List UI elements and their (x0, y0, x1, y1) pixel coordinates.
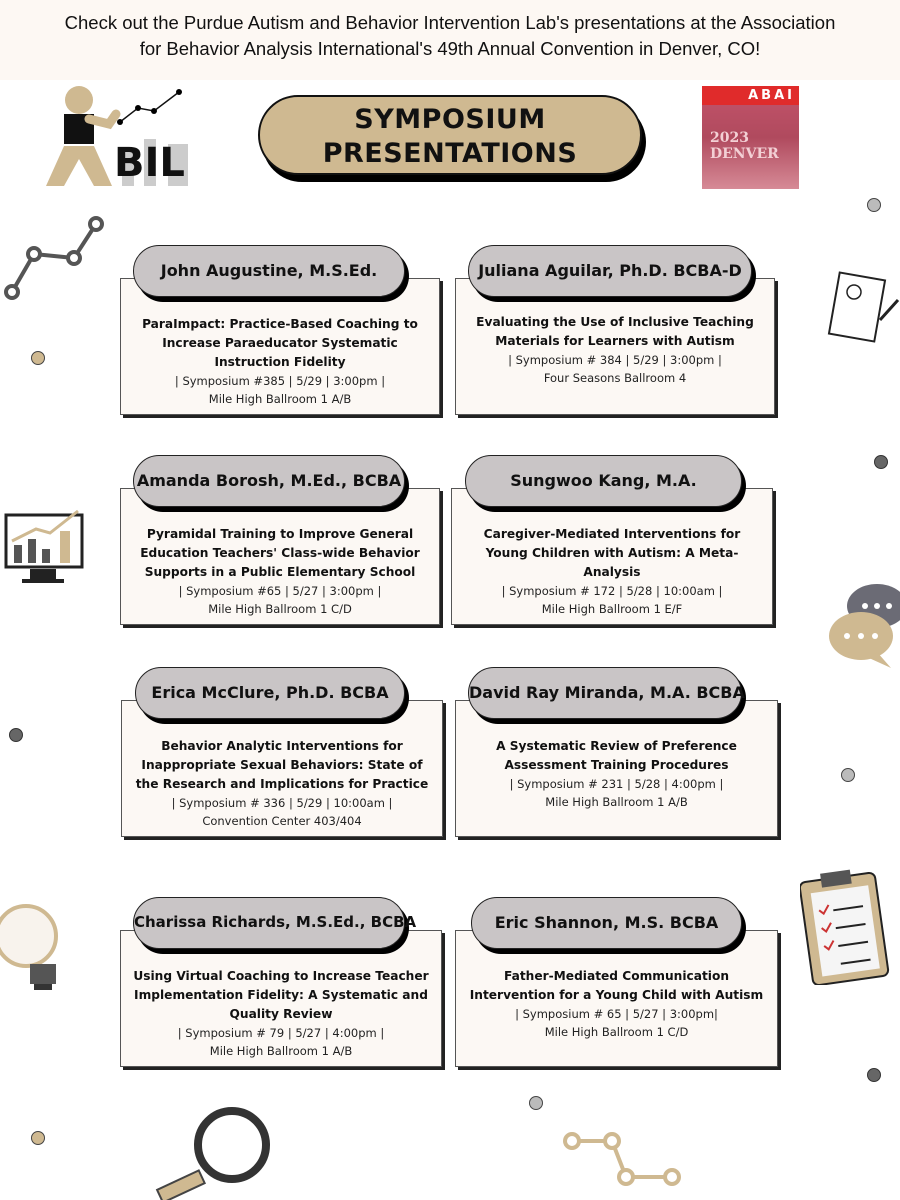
presentation-session: | Symposium #385 | 5/29 | 3:00pm | (174, 374, 386, 388)
presentation-location: Mile High Ballroom 1 C/D (208, 602, 352, 616)
abai-logo-text: ABAI (702, 86, 799, 105)
connected-nodes-icon (560, 1125, 685, 1190)
presentation-location: Four Seasons Ballroom 4 (543, 371, 687, 385)
presentation-title: Pyramidal Training to Improve General Education Teachers' Class-wide Behavior Supports in a Public Elementary School (140, 527, 420, 579)
presenter-name: Eric Shannon, M.S. BCBA (471, 897, 742, 949)
report-document-icon (820, 270, 900, 345)
dot-decoration (31, 1131, 45, 1145)
presentation-title: Evaluating the Use of Inclusive Teaching Materials for Learners with Autism (476, 315, 754, 348)
lightbulb-icon (0, 900, 65, 995)
presentation-title: Caregiver-Mediated Interventions for Young Children with Autism: A Meta-Analysis (483, 527, 741, 579)
abai-year: 2023 (710, 130, 749, 146)
pabil-logo (44, 84, 194, 188)
presentation-title: Behavior Analytic Interventions for Inappropriate Sexual Behaviors: State of the Research and Implications for Practice (135, 739, 429, 791)
dot-decoration (867, 1068, 881, 1082)
abai-logo-year-city (710, 130, 779, 162)
presenter-name: Juliana Aguilar, Ph.D. BCBA-D (468, 245, 752, 297)
presentation-card (120, 278, 440, 415)
presenter-name: Erica McClure, Ph.D. BCBA (135, 667, 405, 719)
presentation-session: | Symposium # 336 | 5/29 | 10:00am | (171, 796, 393, 810)
presentation-session: | Symposium # 384 | 5/29 | 3:00pm | (508, 353, 722, 367)
presentation-card (455, 930, 778, 1067)
presentation-session: | Symposium #65 | 5/27 | 3:00pm | (178, 584, 382, 598)
presentation-title: A Systematic Review of Preference Assessment Training Procedures (496, 739, 737, 772)
presentation-title: Father-Mediated Communication Intervention for a Young Child with Autism (469, 969, 764, 1002)
presenter-name: Charissa Richards, M.S.Ed., BCBA (133, 897, 405, 949)
page-title (258, 95, 642, 175)
presentation-session: | Symposium # 65 | 5/27 | 3:00pm| (515, 1007, 718, 1021)
magnifying-glass-icon (150, 1105, 275, 1200)
dot-decoration (31, 351, 45, 365)
presentation-location: Convention Center 403/404 (202, 814, 362, 828)
dot-decoration (874, 455, 888, 469)
header-banner (0, 0, 900, 80)
chat-bubbles-icon (825, 580, 900, 670)
presenter-name: Amanda Borosh, M.Ed., BCBA (133, 455, 405, 507)
presenter-name: John Augustine, M.S.Ed. (133, 245, 405, 297)
dot-decoration (9, 728, 23, 742)
presentation-session: | Symposium # 231 | 5/28 | 4:00pm | (509, 777, 724, 791)
abai-city: DENVER (710, 146, 779, 162)
presenter-name: Sungwoo Kang, M.A. (465, 455, 742, 507)
presentation-title: Using Virtual Coaching to Increase Teacher Implementation Fidelity: A Systematic and Quality Review (133, 969, 429, 1021)
presentation-card (121, 700, 443, 837)
abai-logo (702, 86, 799, 189)
dot-decoration (529, 1096, 543, 1110)
presentation-title: ParaImpact: Practice-Based Coaching to Increase Paraeducator Systematic Instruction Fidelity (142, 317, 418, 369)
clipboard-checklist-icon (800, 865, 890, 985)
title-line-1: SYMPOSIUM (354, 104, 546, 135)
presentation-card (120, 488, 440, 625)
presentation-location: Mile High Ballroom 1 A/B (209, 1044, 353, 1058)
line-graph-icon (0, 210, 110, 305)
presentation-session: | Symposium # 79 | 5/27 | 4:00pm | (177, 1026, 385, 1040)
banner-line-2: for Behavior Analysis International's 49th Annual Convention in Denver, CO! (139, 38, 761, 59)
presentation-card (455, 700, 778, 837)
presentation-session: | Symposium # 172 | 5/28 | 10:00am | (501, 584, 723, 598)
presentation-card (120, 930, 442, 1067)
computer-chart-icon (0, 505, 90, 590)
presentation-card (455, 278, 775, 415)
presentation-location: Mile High Ballroom 1 E/F (541, 602, 683, 616)
dot-decoration (867, 198, 881, 212)
presenter-name: David Ray Miranda, M.A. BCBA (468, 667, 742, 719)
pabil-logo-text: BIL (114, 140, 185, 186)
title-line-2: PRESENTATIONS (322, 138, 578, 169)
presentation-location: Mile High Ballroom 1 C/D (544, 1025, 689, 1039)
dot-decoration (841, 768, 855, 782)
banner-line-1: Check out the Purdue Autism and Behavior Intervention Lab's presentations at the Association (64, 12, 836, 33)
presentation-location: Mile High Ballroom 1 A/B (208, 392, 352, 406)
presentation-card (451, 488, 773, 625)
presentation-location: Mile High Ballroom 1 A/B (545, 795, 688, 809)
